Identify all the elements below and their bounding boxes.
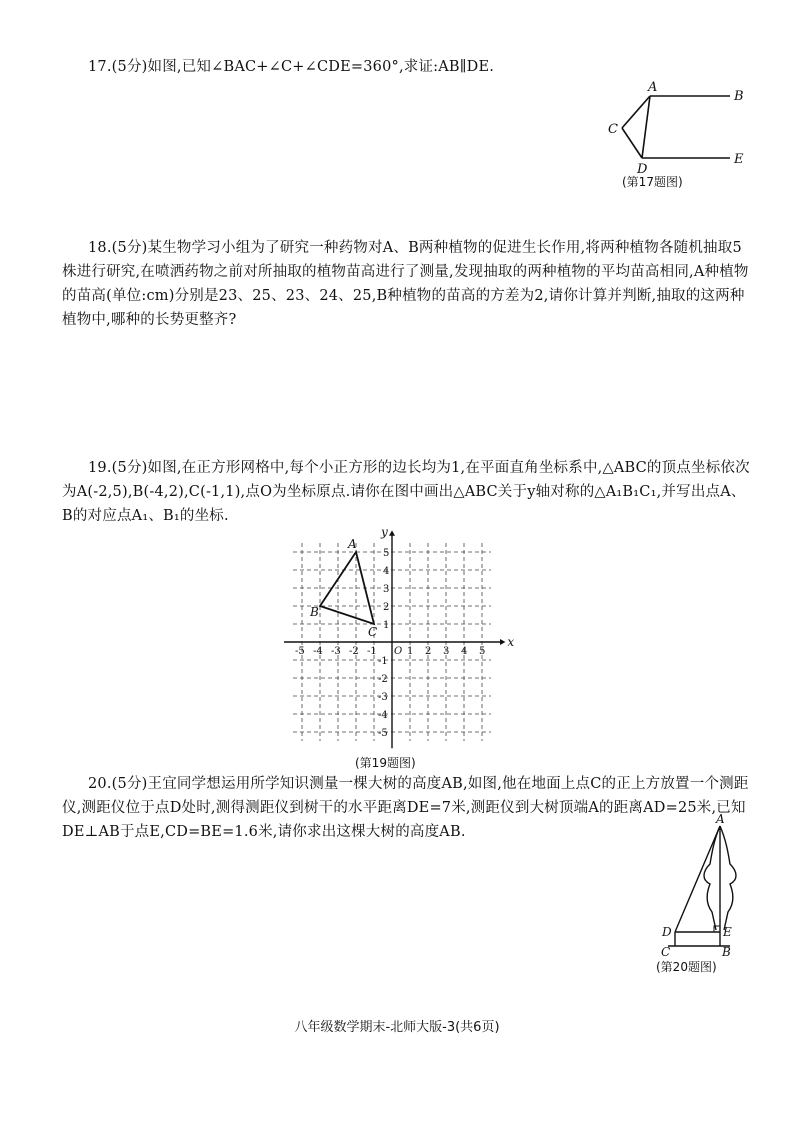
question-20: [62, 772, 752, 844]
label-a: A: [716, 812, 725, 826]
label-b: B: [734, 89, 744, 104]
segment-cd: [622, 128, 642, 158]
question-19-text: 19.(5分)如图,在正方形网格中,每个小正方形的边长均为1,在平面直角坐标系中,△ABC的顶点坐标依次为A(-2,5),B(-4,2),C(-1,1),点O为坐标原点.请你在图中画出△ABC关于y轴对称的△A₁B₁C₁,并写出点A、B的对应点A₁、B₁的坐标.: [62, 460, 750, 524]
x-tick-label: -5: [295, 646, 305, 657]
segment-ad: [642, 96, 650, 158]
y-tick-label: -5: [378, 728, 388, 739]
y-tick-label: 5: [383, 548, 390, 559]
figure-17: [600, 78, 750, 178]
x-tick-label: 4: [461, 646, 468, 657]
origin-label: O: [394, 646, 403, 657]
label-d: D: [637, 162, 648, 177]
x-tick-label: -3: [331, 646, 341, 657]
y-axis-label: y: [381, 525, 388, 539]
x-tick-label: 1: [407, 646, 414, 657]
coordinate-grid: [285, 525, 515, 750]
x-tick-label: -4: [313, 646, 323, 657]
question-20-text: 20.(5分)王宜同学想运用所学知识测量一棵大树的高度AB,如图,他在地面上点C的正上方放置一个测距仪,测距仪位于点D处时,测得测距仪到树干的水平距离DE=7米,测距仪到大树顶端A的距离AD=25米,已知DE⊥AB于点E,CD=BE=1.6米,请你求出这棵大树的高度AB.: [62, 776, 749, 840]
figure-20-caption: (第20题图): [656, 960, 717, 974]
question-18: [62, 236, 752, 332]
y-tick-label: -3: [378, 692, 388, 703]
question-18-text: 18.(5分)某生物学习小组为了研究一种药物对A、B两种植物的促进生长作用,将两种植物各随机抽取5株进行研究,在喷洒药物之前对所抽取的植物苗高进行了测量,发现抽取的两种植物的平均苗高相同,A种植物的苗高(单位:cm)分别是23、25、23、24、25,B种植物的苗高的方差为2,请你计算并判断,抽取的这两种植物中,哪种的长势更整齐?: [62, 240, 749, 328]
y-tick-label: -4: [378, 710, 388, 721]
x-tick-label: 2: [425, 646, 432, 657]
label-d: D: [662, 925, 672, 939]
x-axis-arrow: [500, 639, 505, 645]
label-c: C: [661, 945, 671, 959]
figure-17-caption: (第17题图): [622, 175, 683, 189]
x-tick-label: -1: [367, 646, 377, 657]
y-tick-label: 3: [383, 584, 390, 595]
vertex-label-b: B: [310, 605, 319, 619]
y-tick-label: -2: [378, 674, 388, 685]
y-tick-label: 1: [383, 620, 390, 631]
page-footer: 八年级数学期末-北师大版-3(共6页): [294, 1020, 500, 1035]
question-19: [62, 456, 752, 528]
x-tick-label: 5: [479, 646, 486, 657]
y-tick-label: -1: [378, 656, 388, 667]
label-b: B: [722, 945, 731, 959]
figure-20-diagram: [650, 812, 750, 957]
label-c: C: [608, 122, 618, 137]
y-axis-arrow: [389, 530, 395, 535]
x-tick-label: 3: [443, 646, 450, 657]
figure-20: [650, 812, 750, 957]
vertex-label-c: C: [368, 625, 378, 639]
figure-19-caption: (第19题图): [355, 756, 416, 770]
question-17: [62, 55, 752, 79]
vertex-label-a: A: [348, 537, 357, 551]
x-axis-label: x: [507, 635, 515, 649]
label-e: E: [734, 152, 744, 167]
y-tick-label: 4: [383, 566, 390, 577]
label-e: E: [723, 925, 732, 939]
x-tick-label: -2: [349, 646, 359, 657]
y-tick-label: 2: [383, 602, 390, 613]
question-17-text: 17.(5分)如图,已知∠BAC+∠C+∠CDE=360°,求证:AB∥DE.: [88, 59, 495, 75]
figure-17-diagram: [600, 78, 750, 178]
figure-19: [285, 525, 515, 750]
label-a: A: [648, 80, 658, 95]
